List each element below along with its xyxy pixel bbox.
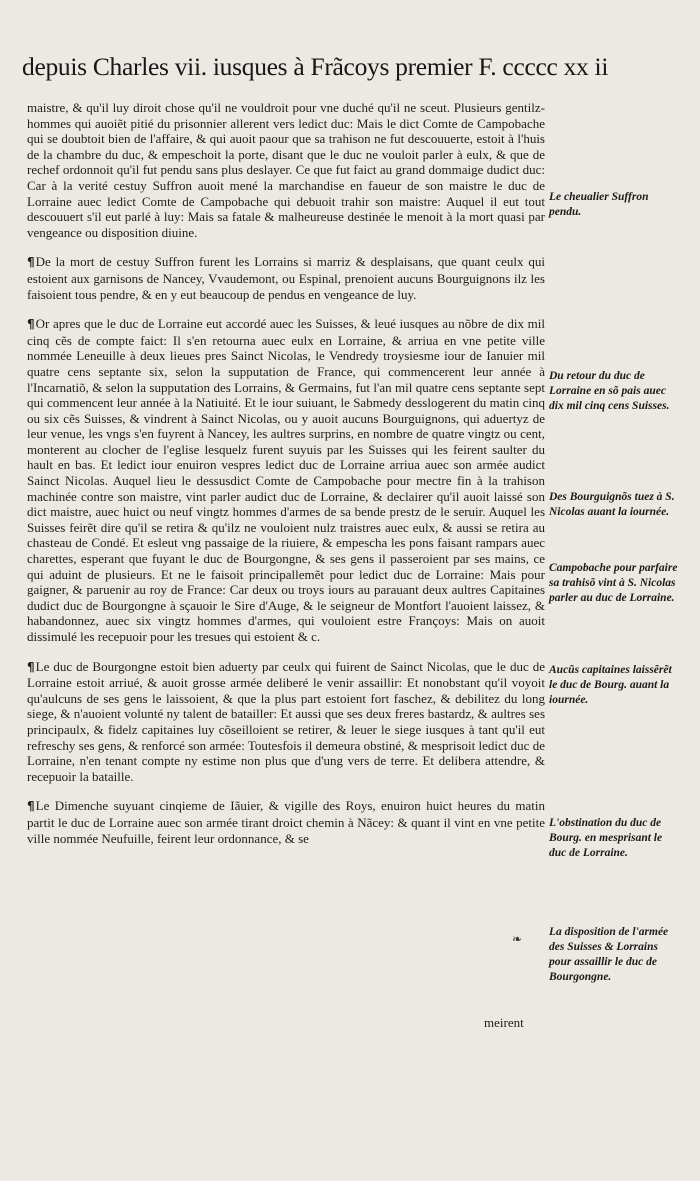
paragraph-5-text: Le Dimenche suyuant cinqieme de Iãuier, & vigille des Roys, enuiron huict heures du matin partit le duc de Lorraine auec son armée tirant droict chemin à Nãcey: & quant il vint en vne petite ville nommée Neufuille, feirent leur ordonnance, & se [27, 798, 545, 846]
paragraph-marker-icon: ¶ [27, 317, 35, 332]
margin-gloss-4: Campobache pour parfaire sa trahisõ vint à S. Nicolas parler au duc de Lorraine. [549, 562, 678, 604]
paragraph-3 [27, 316, 545, 644]
margin-gloss-7: La disposition de l'armée des Suisses & Lorrains pour assaillir le duc de Bourgongne. [549, 926, 669, 983]
paragraph-4 [27, 659, 545, 785]
paragraph-5 [27, 798, 545, 846]
margin-gloss-5: Aucũs capitaines laissẽrẽt le duc de Bourg. auant la iournée. [549, 664, 672, 706]
paragraph-2 [27, 254, 545, 302]
paragraph-4-text: Le duc de Bourgongne estoit bien aduerty par ceulx qui fuirent de Sainct Nicolas, que le duc de Lorraine estoit arriué, & auoit grosse armée deliberé le venir assaillir: Et nonobstant qu'il voyoit qu'aulcuns de ses gens le laissoient, & que la plus part estoient fort faschez, & debilitez du long siege, & n'auoient volunté ny talent de batailler: Et aussi que ses deux freres bastardz, & aultres ses principaulx, & fidelz capitaines luy cõseilloient se retirer, & leuer le siege iusques à tant qu'il eut refreschy ses gens, & renforcé son armée: Toutesfois il demeura obstiné, & mesprisoit ledict duc de Lorraine, n'en tenant compte ny estime non plus que d'ung vers de terre. Et delibera attendre, & recepuoir la bataille. [27, 658, 545, 784]
main-text-column [27, 100, 545, 860]
paragraph-2-text: De la mort de cestuy Suffron furent les Lorrains si marriz & desplaisans, que quant ceulx qui estoient aux garnisons de Nancey, Vvaudemont, ou Espinal, prenoient aucuns Bourguignons ilz les faisoient tous pendre, & en y eut beaucoup de pendus en vengeance de luy. [27, 254, 545, 302]
paragraph-marker-icon: ¶ [27, 799, 35, 814]
margin-gloss-1: Le cheualier Suffron pendu. [549, 191, 649, 218]
paragraph-3-text: Or apres que le duc de Lorraine eut accordé auec les Suisses, & leué iusques au nõbre de dix mil cinq cẽs de compte faict: Il s'en retourna auec eulx en Lorraine, & arriua en vne petite ville nommée Leneuille à deux lieues pres Sainct Nicolas, le Vendredy troysiesme iour de Ianuier mil quatre cens septante six, selon la supputation de France, qui commencerent leur année à l'Incarnatiõ, & selon la supputation des Lorrains, & Germains, fut l'an mil quatre cens septante sept qui commencent leur année à la Natiuité. Et le iour suiuant, le Sabmedy desslogerent du matin cinq ou six cẽs Suisses, & vindrent à Sainct Nicolas, ou y auoit aucuns Bourguignons, qui aduertyz de leur venue, les vngs s'en fuyrent à Nancey, les aultres surprins, en nombre de quatre vingtz ou cent, monterent au clocher de l'eglise lesquelz furent suyuis par les Suisses qui les feirent saulter du hault en bas. Et ledict iour enuiron vespres ledict duc de Lorraine arriua auec son armée audict Sainct Nicolas. Auquel lieu le dessusdict Comte de Campobache pour mectre fin à la trahison machinée contre son maistre, vint parler audict duc de Lorraine, & declairer qu'il auoit laissé son dict maistre, auec huict ou neuf vingtz hommes d'armes de sa bende prestz de le seruir. Auquel les Suisses feirẽt dire qu'il se retira & qu'ilz ne vouloient nulz traistres auec eulx, & aussi se retira au chasteau de Condé. Et esleut vng passaige de la riuiere, & empescha les pons faisant rampars auec charettes, esperant que fuyant le duc de Bourgongne, & ses gens il passeroient par ses mains, ce qui aduint de plusieurs. Et ne le faisoit principallemẽt pour ledict duc de Lorraine: Mais pour gaigner, & paruenir au roy de France: Car deux ou troys iours au parauant deux aultres Capitaines dudict duc de Bourgongne à sçauoir le Sire d'Auge, & le seigneur de Montfort l'auoient laissez, & habandonnez, auec six vingtz hommes d'armes, qui vouloient estre Françoys: Mais on auoit dissimulé les recepuoir pour les tresues qui estoient & c. [27, 316, 545, 644]
margin-gloss-2: Du retour du duc de Lorraine en sõ pais auec dix mil cinq cens Suisses. [549, 370, 670, 412]
paragraph-marker-icon: ¶ [27, 659, 35, 674]
paragraph-marker-icon: ¶ [27, 255, 35, 270]
paragraph-1: maistre, & qu'il luy diroit chose qu'il ne vouldroit pour vne duché qu'il ne sceut. Plusieurs gentilz-hommes qui auoiẽt pitié du prisonnier allerent vers ledict duc: Mais le dict Comte de Campobache qui se doubtoit bien de l'affaire, & qui auoit paour que sa trahison ne fut descouuerte, estoit à l'huis de la chambre du duc, & empeschoit la porte, disant que le duc ne vouloit parler à eulx, & que de rechef ordonnoit qu'il fut pendu sans plus deslayer. Ce que fut faict au grand dommaige dudict duc: Car à la verité cestuy Suffron auoit mené la marchandise en faueur de son maistre le duc de Lorraine auec ledict Comte de Campobache qui debuoit trahir son maistre: Auquel il eut tout descouuert s'il eut parlé à luy: Mais sa fatale & malheureuse destinée le menoit à la mort quasi par vengeance ou disposition diuine. [27, 100, 545, 240]
running-title: depuis Charles vii. iusques à Frãcoys premier F. ccccc xx ii [22, 52, 609, 81]
margin-gloss-3: Des Bourguignõs tuez à S. Nicolas auant la iournée. [549, 491, 675, 518]
margin-gloss-6: L'obstination du duc de Bourg. en mesprisant le duc de Lorraine. [549, 817, 663, 859]
printers-mark-icon: ❧ [512, 932, 523, 946]
catchword: meirent [484, 1015, 524, 1030]
